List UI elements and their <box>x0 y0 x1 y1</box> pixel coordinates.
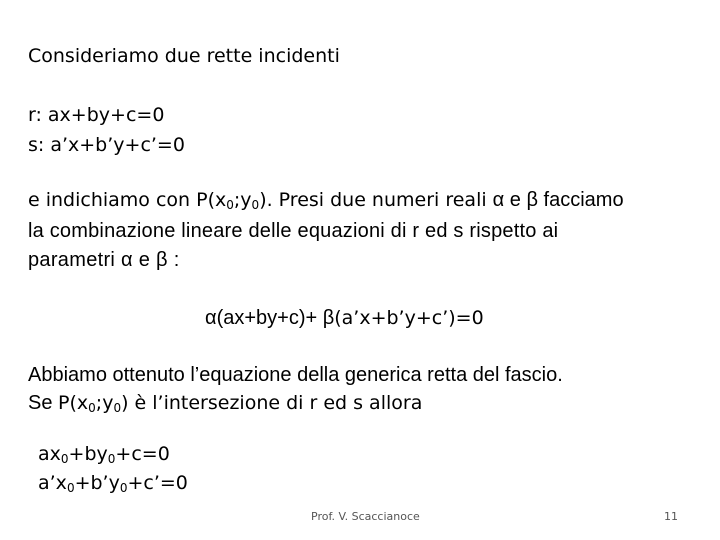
para5-text-c: ;y <box>95 392 114 414</box>
para5-sub-1: 0 <box>88 401 96 415</box>
eq1-text-b: +by <box>68 443 108 465</box>
eq2-text-b: +b’y <box>74 472 120 494</box>
para5-sub-2: 0 <box>113 401 122 415</box>
para5-text-b: P(x <box>58 392 89 414</box>
paragraph-line-1 <box>28 190 624 210</box>
paragraph-line-4: Abbiamo ottenuto l’equazione della generica retta del fascio. <box>28 364 563 386</box>
eq1-sub-1: 0 <box>60 452 69 466</box>
point-on-s-equation <box>38 474 188 493</box>
para1-text-c: ). Presi due numeri reali <box>259 189 493 211</box>
para1-text-a: e indichiamo con P(x <box>28 189 227 211</box>
linear-combination-equation <box>205 308 484 328</box>
line-s-equation: s: a’x+b’y+c’=0 <box>28 134 185 156</box>
eq1-text-c: +c=0 <box>115 443 170 465</box>
eq2-text-a: a’x <box>38 472 67 494</box>
para1-sub-1: 0 <box>226 198 234 212</box>
page-number: 11 <box>664 510 678 523</box>
intro-text: Consideriamo due rette incidenti <box>28 45 340 67</box>
para1-text-d: α e β facciamo <box>492 189 624 211</box>
para5-text-a: Se <box>28 392 59 414</box>
eq2-sub-1: 0 <box>66 481 75 495</box>
paragraph-line-5 <box>28 393 422 413</box>
line-r-equation: r: ax+by+c=0 <box>28 104 165 126</box>
eq1-sub-2: 0 <box>107 452 116 466</box>
eq2-sub-2: 0 <box>119 481 128 495</box>
eq1-text-a: ax <box>38 443 61 465</box>
footer-author: Prof. V. Scaccianoce <box>311 510 420 523</box>
eq2-text-c: +c’=0 <box>127 472 188 494</box>
combination-part-a: α(ax+by+c)+ β <box>205 307 335 329</box>
para1-sub-2: 0 <box>251 198 260 212</box>
paragraph-line-3: parametri α e β : <box>28 249 180 271</box>
paragraph-line-2: la combinazione lineare delle equazioni di r ed s rispetto ai <box>28 220 559 242</box>
point-on-r-equation <box>38 445 170 464</box>
para1-text-b: ;y <box>233 189 252 211</box>
para5-text-d: ) è l’intersezione di r ed s allora <box>121 392 423 414</box>
combination-part-b: (a’x+b’y+c’)=0 <box>334 307 484 329</box>
